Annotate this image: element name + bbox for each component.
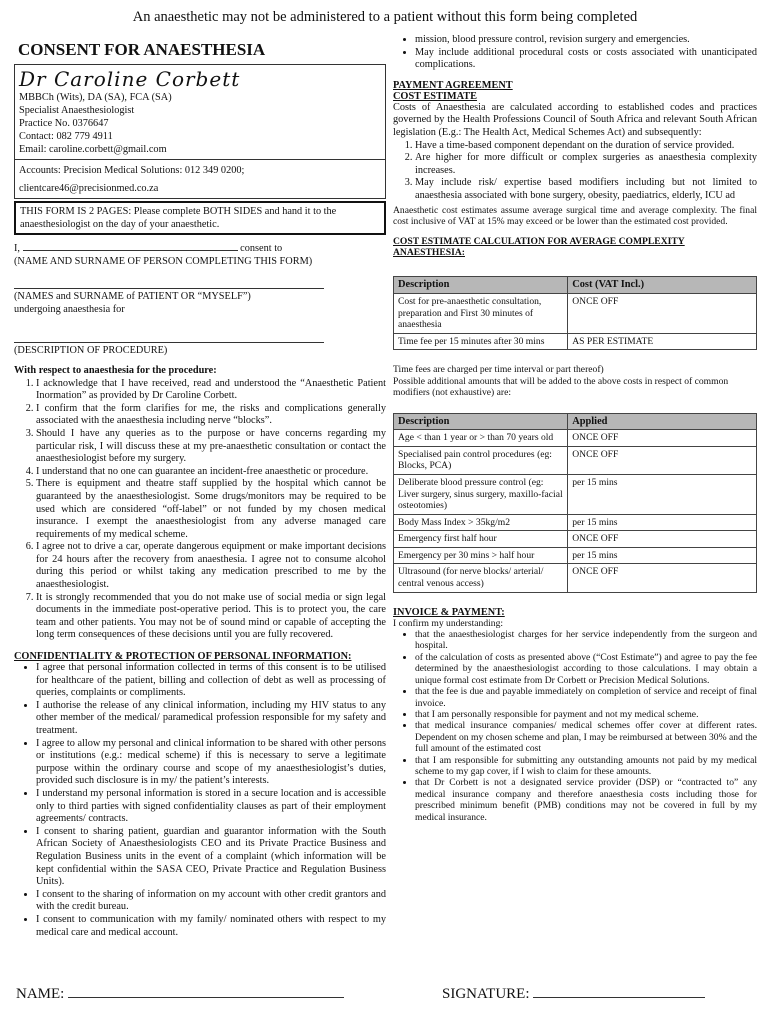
- two-page-notice: THIS FORM IS 2 PAGES: Please complete BOTH SIDES and hand it to the anaesthesiologist on the day of your anaesthetic.: [14, 201, 386, 235]
- invoice-intro: I confirm my understanding:: [393, 617, 504, 629]
- table-row: [394, 293, 757, 333]
- procedure-item: 2. I confirm that the form clarifies for me, the risks and complications generally associated with the anaesthesia including nerve “blocks”.: [36, 403, 386, 428]
- procedure-item: 3. Should I have any queries as to the purpose or have concerns regarding my particular risk, I will discuss these at my pre-anaesthetic consultation or contact the anaesthesiologist before my surgery.: [36, 428, 386, 466]
- payment-heading: PAYMENT AGREEMENT: [393, 79, 513, 91]
- table-row: [394, 474, 757, 514]
- confidentiality-item: • I consent to sharing patient, guardian and guarantor information with the South African Society of Anaesthesiologists CEO and its Private Practice Business and Regulation Business units in the event of a complaint (which information will be kept confidential within the SASA CEO, Private Practice and Regulation Business Units).: [36, 826, 386, 889]
- doctor-contact: Contact: 082 779 4911: [19, 131, 113, 142]
- column-header: Description: [394, 413, 568, 430]
- table-row: [394, 564, 757, 592]
- confidentiality-list: [14, 662, 386, 939]
- confidentiality-item: • I understand my personal information is stored in a secure location and is accessible only to third parties with signed confidentiality clauses as part of their employment agreements/ contracts.: [36, 788, 386, 826]
- consenter-name-field[interactable]: [23, 241, 238, 251]
- procedure-item: 6. I agree not to drive a car, operate dangerous equipment or make important decisions for 24 hours after the recovery from anaesthesia. I agree not to consume alcohol during this period or whilst taking any medication prescribed to me by the anaesthesiologist.: [36, 541, 386, 591]
- table-cell: ONCE OFF: [568, 430, 757, 447]
- invoice-item: • that the fee is due and payable immediately on completion of service and receipt of final invoice.: [415, 686, 757, 709]
- patient-caption: (NAMES and SURNAME of PATIENT OR “MYSELF”): [14, 291, 251, 303]
- consent-prefix: I,: [14, 243, 21, 254]
- form-banner: An anaesthetic may not be administered to a patient without this form being completed: [132, 9, 638, 25]
- signature-label: SIGNATURE:: [442, 986, 530, 1002]
- table-cell: ONCE OFF: [568, 446, 757, 474]
- confidentiality-item: • I consent to the sharing of information on my account with other credit grantors and with the credit bureau.: [36, 889, 386, 914]
- cost-item: 1. Have a time-based component dependant on the duration of service provided.: [415, 140, 757, 153]
- doctor-details-box: [14, 64, 386, 199]
- table-cell: per 15 mins: [568, 474, 757, 514]
- patient-name-field[interactable]: [14, 276, 324, 289]
- time-fee-note: Time fees are charged per time interval or part thereof): [393, 364, 604, 376]
- invoice-item: • of the calculation of costs as presented above (“Cost Estimate”) and agree to pay the fee determined by the anaesthesiologist according to those calculations. I may obtain a unique formal cost estimate from Dr Corbett or Precision Medical Solutions.: [415, 652, 757, 686]
- confidentiality-item: • I agree to allow my personal and clinical information to be shared with other persons or institutions (e.g.: medical scheme) if this is necessary to serve a legitimate purpose within the ordinary course and scope of my anaesthesiologist’s duties, provided such disclosure is in my/ the patient’s interests.: [36, 738, 386, 788]
- cost-estimate-heading: COST ESTIMATE: [393, 90, 478, 102]
- table-row: [394, 547, 757, 564]
- calc-heading: COST ESTIMATE CALCULATION FOR AVERAGE COMPLEXITY ANAESTHESIA:: [393, 236, 685, 259]
- procedure-list: [14, 378, 386, 642]
- table-cell: AS PER ESTIMATE: [568, 333, 757, 350]
- doctor-qualifications: MBBCh (Wits), DA (SA), FCA (SA): [19, 92, 172, 103]
- left-column: [14, 34, 386, 939]
- table-row: [394, 531, 757, 548]
- continued-item: • mission, blood pressure control, revision surgery and emergencies.: [415, 34, 757, 47]
- doctor-practice-number: Practice No. 0376647: [19, 118, 109, 129]
- doctor-email: Email: caroline.corbett@gmail.com: [19, 144, 167, 155]
- signature-line: [442, 985, 705, 1003]
- table-header-row: [394, 277, 757, 294]
- signature-field[interactable]: [533, 985, 705, 998]
- table-cell: Ultrasound (for nerve blocks/ arterial/ central venous access): [394, 564, 568, 592]
- table-cell: Specialised pain control procedures (eg: Blocks, PCA): [394, 446, 568, 474]
- cost-table: [393, 276, 757, 350]
- doctor-credentials: [15, 91, 385, 159]
- procedure-item: 5. There is equipment and theatre staff supplied by the hospital which cannot be guaranteed by the anaesthesiologist. Some drugs/monitors may be required to be used which are considered “off-label” or not funded by my chosen medical insurance. I exempt the anaesthesiologist from any adverse managed care requirements of my medical scheme.: [36, 478, 386, 541]
- column-header: Cost (VAT Incl.): [568, 277, 757, 294]
- table-cell: Time fee per 15 minutes after 30 mins: [394, 333, 568, 350]
- procedure-item: 1. I acknowledge that I have received, read and understood the “Anaesthetic Patient Inormation” as provided by Dr Caroline Corbett.: [36, 378, 386, 403]
- consenter-caption: (NAME AND SURNAME OF PERSON COMPLETING THIS FORM): [14, 255, 313, 267]
- cost-item: 3. May include risk/ expertise based modifiers including but not limited to anaesthesia associated with bone surgery, obesity, paediatrics, elderly, ICU ad: [415, 177, 757, 202]
- modifier-table: [393, 413, 757, 593]
- cost-item: 2. Are higher for more difficult or complex surgeries as anaesthesia complexity increases.: [415, 152, 757, 177]
- cost-list: [393, 140, 757, 203]
- procedure-field[interactable]: [14, 330, 324, 343]
- cost-note: Anaesthetic cost estimates assume average surgical time and average complexity. The final cost inclusive of VAT at 15% may exceed or be lower than the estimated cost provided.: [393, 204, 757, 227]
- table-cell: Body Mass Index > 35kg/m2: [394, 514, 568, 531]
- column-header: Applied: [568, 413, 757, 430]
- procedure-heading: With respect to anaesthesia for the procedure:: [14, 364, 217, 376]
- table-header-row: [394, 413, 757, 430]
- page-title: CONSENT FOR ANAESTHESIA: [18, 40, 266, 59]
- table-cell: Age < than 1 year or > than 70 years old: [394, 430, 568, 447]
- invoice-item: • that I am personally responsible for payment and not my medical scheme.: [415, 709, 757, 720]
- table-cell: ONCE OFF: [568, 293, 757, 333]
- invoice-item: • that I am responsible for submitting any outstanding amounts not paid by my medical scheme to my gap cover, if I wish to claim for these amounts.: [415, 755, 757, 778]
- accounts-line: Accounts: Precision Medical Solutions: 012 349 0200;: [19, 165, 245, 176]
- confidentiality-item: • I consent to communication with my family/ nominated others with respect to my medical care and medical account.: [36, 914, 386, 939]
- consent-line: [14, 241, 386, 256]
- accounts-email: clientcare46@precisionmed.co.za: [19, 183, 159, 194]
- table-cell: per 15 mins: [568, 514, 757, 531]
- table-row: [394, 446, 757, 474]
- procedure-item: 7. It is strongly recommended that you do not make use of social media or sign legal documents in the immediate post-operative period. This is to protect you, the care team and other patients. You may not be of sound mind or capable of accepting the long term consequences of these decisions until you are fully recovered.: [36, 592, 386, 642]
- doctor-role: Specialist Anaesthesiologist: [19, 105, 135, 116]
- right-column: [393, 34, 757, 823]
- doctor-signature: Dr Caroline Corbett: [19, 67, 241, 91]
- table-row: [394, 430, 757, 447]
- table-row: [394, 333, 757, 350]
- invoice-item: • that Dr Corbett is not a designated service provider (DSP) or “contracted to” any medical insurance company and therefore anaesthesia costs including those for prescribed minimum benefit (PMB) conditions may not be covered in full by my medical insurance.: [415, 777, 757, 823]
- table-cell: ONCE OFF: [568, 564, 757, 592]
- confidentiality-item: • I authorise the release of any clinical information, including my HIV status to any other member of the medical/ paramedical profession responsible for my safety and treatment.: [36, 700, 386, 738]
- table-cell: Emergency per 30 mins > half hour: [394, 547, 568, 564]
- confidentiality-heading: CONFIDENTIALITY & PROTECTION OF PERSONAL INFORMATION:: [14, 651, 352, 663]
- consent-suffix: consent to: [240, 243, 283, 254]
- procedure-item: 4. I understand that no one can guarantee an incident-free anaesthetic or procedure.: [36, 466, 386, 479]
- table-cell: Emergency first half hour: [394, 531, 568, 548]
- additional-note: Possible additional amounts that will be added to the above costs in respect of common modifiers (not exhaustive) are:: [393, 375, 729, 399]
- invoice-item: • that the anaesthesiologist charges for her service independently from the surgeon and hospital.: [415, 629, 757, 652]
- table-cell: ONCE OFF: [568, 531, 757, 548]
- continued-item: • May include additional procedural costs or costs associated with unanticipated complications.: [415, 47, 757, 72]
- name-field[interactable]: [68, 985, 344, 998]
- invoice-list: [393, 629, 757, 823]
- undergoing-label: undergoing anaesthesia for: [14, 303, 125, 315]
- name-line: [16, 985, 344, 1003]
- accounts-info: [15, 159, 385, 198]
- invoice-heading: INVOICE & PAYMENT:: [393, 606, 505, 618]
- table-row: [394, 514, 757, 531]
- column-header: Description: [394, 277, 568, 294]
- confidentiality-item: • I agree that personal information collected in terms of this consent is to be utilised for healthcare of the patient, billing and collection of debt as well as processing of queries, complaints or compliments.: [36, 662, 386, 700]
- name-label: NAME:: [16, 986, 65, 1002]
- cost-intro: Costs of Anaesthesia are calculated according to established codes and practices governed by the Health Professions Council of South Africa and relevant South African legislation (E.g.: The Health Act, Medical Schemes Act) and subsequently:: [393, 101, 757, 138]
- invoice-item: • that medical insurance companies/ medical schemes offer cover at different rates. Dependent on my chosen scheme and plan, I may be reimbursed at between 30% and the full amount of the estimated cost: [415, 720, 757, 754]
- table-cell: per 15 mins: [568, 547, 757, 564]
- table-cell: Cost for pre-anaesthetic consultation, preparation and First 30 minutes of anaesthesia: [394, 293, 568, 333]
- procedure-caption: (DESCRIPTION OF PROCEDURE): [14, 345, 168, 357]
- table-cell: Deliberate blood pressure control (eg: Liver surgery, sinus surgery, maxillo-facial osteotomies): [394, 474, 568, 514]
- continued-list: [393, 34, 757, 72]
